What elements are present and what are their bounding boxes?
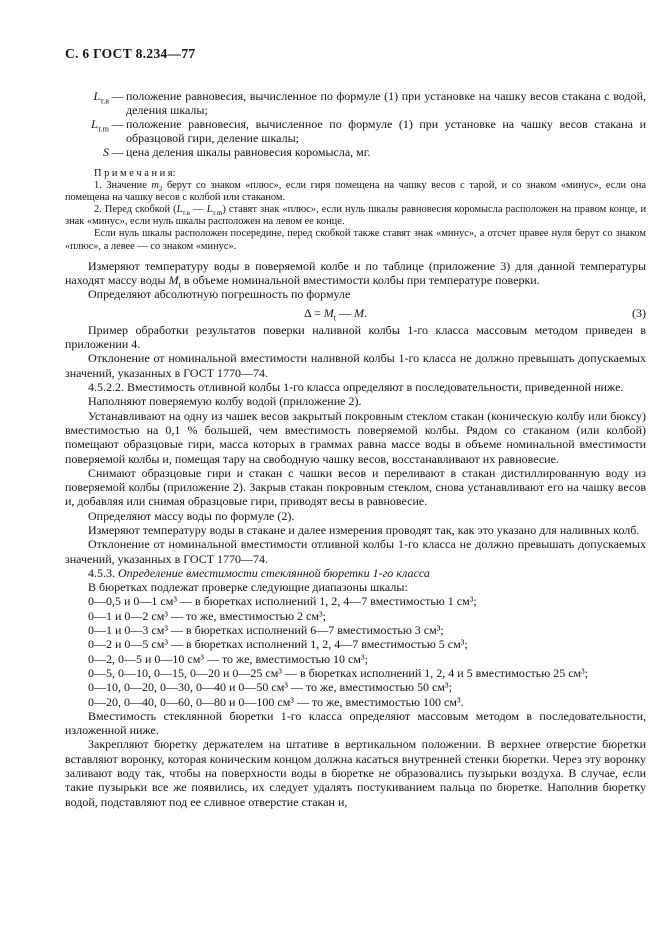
paragraph-deviation-nalivnaya: Отклонение от номинальной вместимости наливной колбы 1-го класса не должно превышать допускаемых значений, указанных в ГОСТ 1770—74.: [65, 351, 646, 380]
paragraph-absolute-error: Определяют абсолютную погрешность по формуле: [88, 287, 351, 302]
note-item-1: 1. Значение $m_2$ берут со знаком «плюс», если гиря помещена на чашку весов с тарой, и со знаком «минус», если она помещена на чашку весов с колбой или стаканом.: [65, 180, 646, 204]
paragraph-burette-setup: Закрепляют бюретку держателем на штативе в вертикальном положении. В верхнее отверстие бюретки вставляют воронку, которая коническим концом должна касаться внутренней стенки бюретки. Через эту воронку заливают воду так, чтобы на поверхности воды в бюретке не образовались пузырьки воздуха. В случае, если такие пузырьки все же появились, их следует удалять постукиванием пальца по бюретке. Наполнив бюретку водой, подставляют под ее сливное отверстие стакан и,: [65, 737, 646, 809]
formula-delta: $\Delta = M_t$ — M.: [303, 305, 368, 322]
note-item-2: 2. Перед скобкой ($L_{т.в}$ — $L_{т.m}$) ставят знак «плюс», если нуль шкалы равновесия коромысла расположен на правом конце, и знак «минус», если нуль шкалы расположен на левом ее конце.: [65, 204, 647, 228]
paragraph-setup-scales: Устанавливают на одну из чашек весов закрытый покровным стеклом стакан (коническую колбу или бюксу) вместимостью на 0,1 % большей, чем вместимость поверяемой колбы. Рядом со стаканом (или колбой) помещают образцовые гири, масса которых в граммах равна массе воды в объеме номинальной вместимости поверяемой колбы и, помещая тару на свободную чашку весов, восстанавливают их равновесие.: [65, 408, 646, 466]
definition-item: [65, 145, 646, 159]
paragraph-remove-weights: Снимают образцовые гири и стакан с чашки весов и переливают в стакан дистиллированную воду из поверяемой колбы (приложение 2). Закрыв стакан покровным стеклом, снова устанавливают его на чашку весов и, добавляя или снимая образцовые гири, приводят весы в равновесие.: [65, 465, 646, 509]
definition-item: [65, 89, 646, 117]
notes-heading: П р и м е ч а н и я:: [94, 168, 176, 179]
paragraph-4-5-2-2: 4.5.2.2. Вместимость отливной колбы 1-го класса определяют в последовательности, приведенной ниже.: [88, 380, 624, 395]
scale-range-item-5: 0—2, 0—5 и 0—10 см³ — то же, вместимостью 10 см³;: [88, 651, 368, 666]
definition-text: положение равновесия, вычисленное по формуле (1) при установке на чашку весов стакана с водой, деления шкалы;: [126, 89, 646, 117]
scale-range-item-7: 0—10, 0—20, 0—30, 0—40 и 0—50 см³ — то же, вместимостью 50 см³;: [88, 680, 452, 695]
scale-range-item-2: 0—1 и 0—2 см³ — то же, вместимостью 2 см³;: [88, 608, 326, 623]
scale-range-item-6: 0—5, 0—10, 0—15, 0—20 и 0—25 см³ — в бюретках исполнений 1, 2, 4 и 5 вместимостью 25 см³;: [88, 665, 589, 680]
paragraph-burette-mass-method: Вместимость стеклянной бюретки 1-го класса определяют массовым методом в последовательности, изложенной ниже.: [65, 708, 646, 738]
definition-symbol: $L_{т.m}$: [90, 117, 109, 134]
scale-range-item-8: 0—20, 0—40, 0—60, 0—80 и 0—100 см³ — то же, вместимостью 100 см³.: [88, 694, 464, 709]
definition-dash: —: [111, 117, 124, 131]
page-content: [65, 46, 646, 809]
formula-number: (3): [632, 305, 646, 320]
note-item-2-continued: Если нуль шкалы расположен посередине, перед скобкой также ставят знак «минус», а отсчет правее нуля берут со знаком «плюс», а левее — со знаком «минус».: [65, 228, 646, 252]
definitions-list: [65, 89, 646, 159]
definition-dash: —: [111, 145, 124, 159]
definition-symbol: $L_{т.в}$: [93, 89, 109, 106]
scale-range-item-4: 0—2 и 0—5 см³ — в бюретках исполнений 1, 2, 4—7 вместимостью 5 см³;: [88, 637, 468, 652]
scale-range-item-1: 0—0,5 и 0—1 см³ — в бюретках исполнений 1, 2, 4—7 вместимостью 1 см³;: [88, 594, 477, 609]
body-text: [65, 259, 646, 809]
formula-row: [65, 302, 646, 323]
paragraph-measure-temperature-flask: Измеряют температуру воды в поверяемой колбе и по таблице (приложение 3) для данной температуры находят массу воды $M_t$ в объеме номинальной вместимости колбы при температуре поверки.: [65, 258, 646, 290]
notes-block: [65, 168, 646, 253]
scale-range-item-3: 0—1 и 0—3 см³ — в бюретках исполнений 6—7 вместимостью 3 см³;: [88, 623, 444, 638]
paragraph-water-mass-formula2: Определяют массу воды по формуле (2).: [88, 508, 295, 523]
paragraph-measure-temperature-glass: Измеряют температуру воды в стакане и далее измерения проводят так, как это указано для наливных колб.: [88, 523, 640, 537]
section-heading-4-5-3: 4.5.3. Определение вместимости стеклянной бюретки 1-го класса: [88, 565, 430, 580]
definition-item: [65, 117, 646, 145]
definition-text: цена деления шкалы равновесия коромысла, мг.: [126, 145, 371, 159]
definition-text: положение равновесия, вычисленное по формуле (1) при установке на чашку весов стакана и образцовой гири, деление шкалы;: [126, 117, 646, 145]
paragraph-ranges-intro: В бюретках подлежат проверке следующие диапазоны шкалы:: [88, 580, 408, 595]
definition-symbol: S: [103, 145, 109, 159]
paragraph-deviation-otlivnaya: Отклонение от номинальной вместимости отливной колбы 1-го класса не должно превышать допускаемых значений, указанных в ГОСТ 1770—74.: [65, 537, 646, 566]
paragraph-example-appendix4: Пример обработки результатов поверки наливной колбы 1-го класса массовым методом приведен в приложении 4.: [65, 322, 646, 352]
paragraph-fill-flask: Наполняют поверяемую колбу водой (приложение 2).: [88, 394, 362, 409]
page-header: С. 6 ГОСТ 8.234—77: [65, 46, 196, 61]
definition-dash: —: [111, 89, 124, 103]
